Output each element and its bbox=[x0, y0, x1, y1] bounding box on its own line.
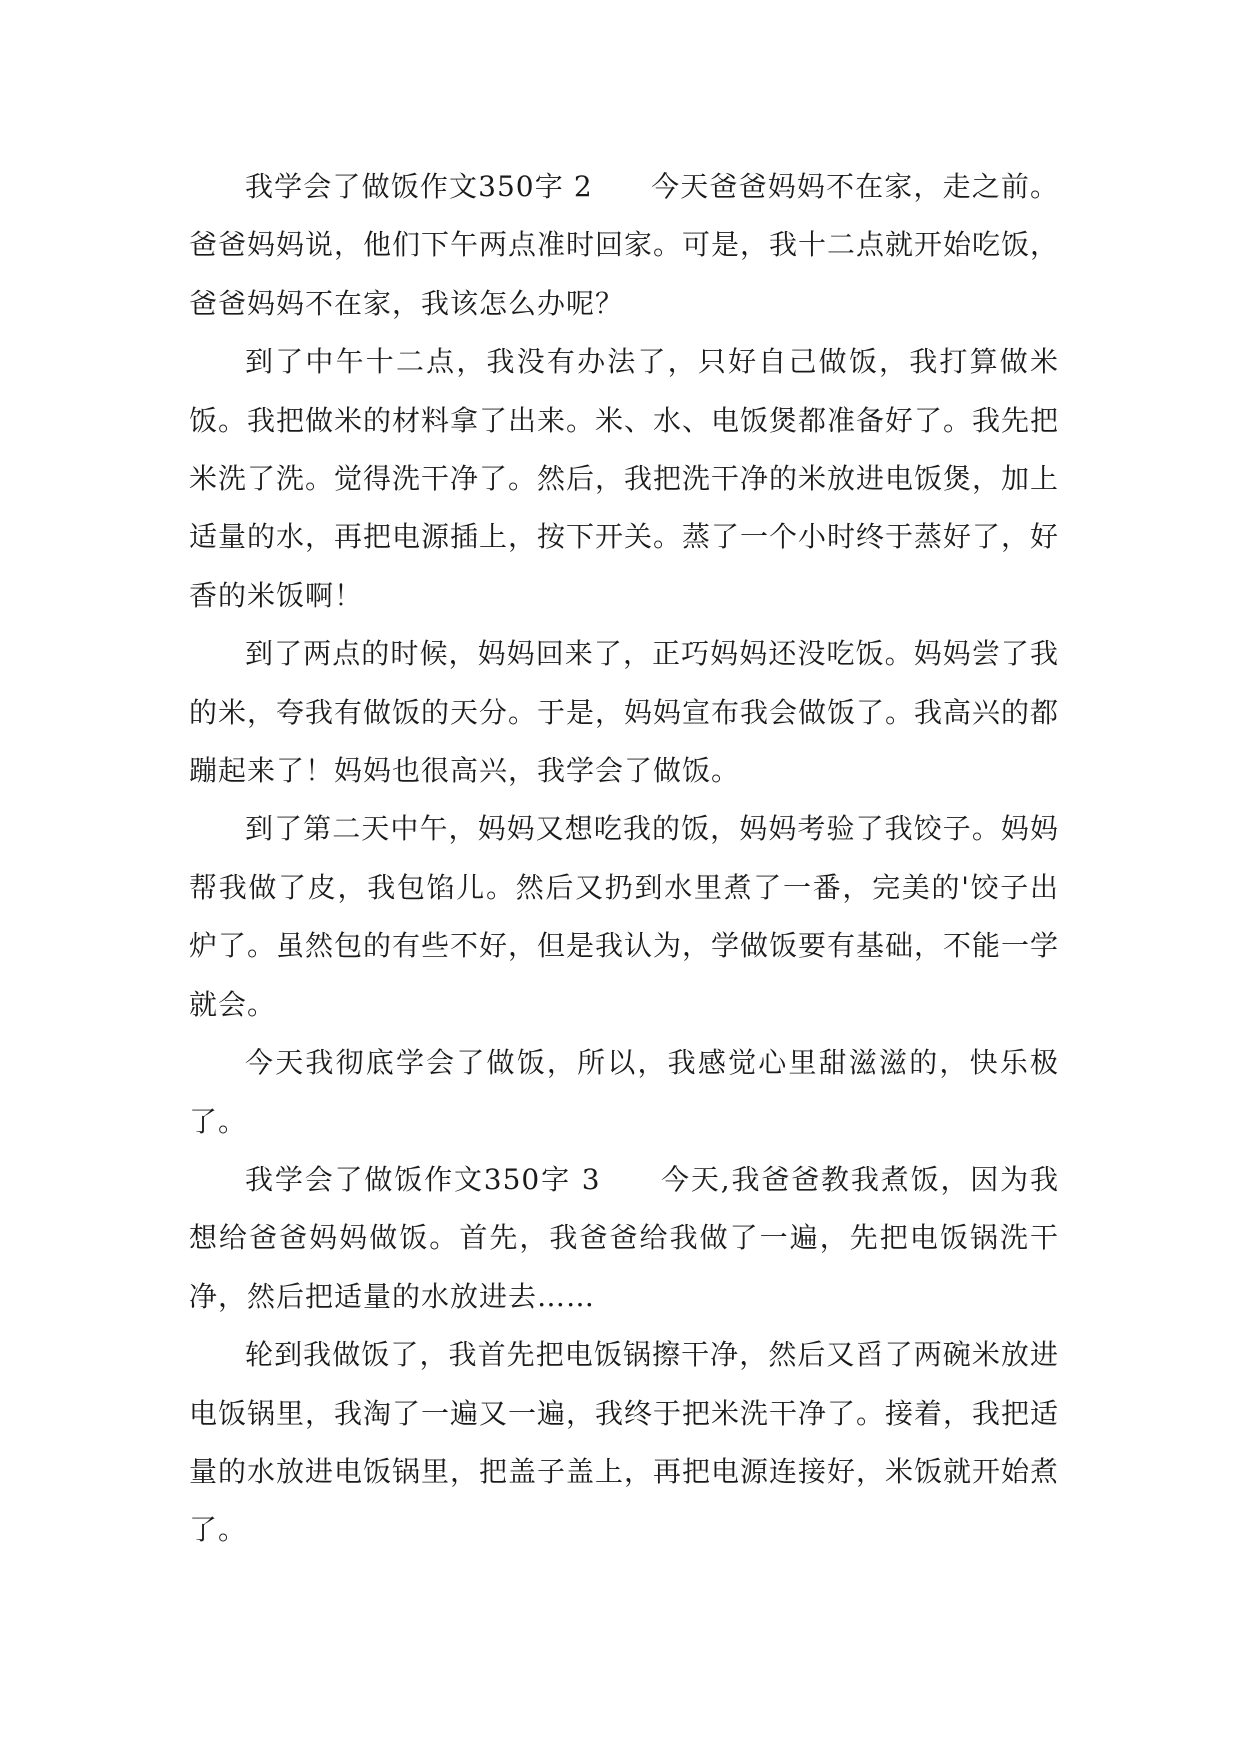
paragraph: 到了第二天中午，妈妈又想吃我的饭，妈妈考验了我饺子。妈妈帮我做了皮，我包馅儿。然后又扔到水里煮了一番，完美的'饺子出炉了。虽然包的有些不好，但是我认为，学做饭要有基础，不能一学就会。 bbox=[189, 812, 1060, 1021]
paragraph: 我学会了做饭作文350字 2 今天爸爸妈妈不在家，走之前。爸爸妈妈说，他们下午两点准时回家。可是，我十二点就开始吃饭，爸爸妈妈不在家，我该怎么办呢？ bbox=[189, 170, 1060, 320]
paragraph: 我学会了做饭作文350字 3 今天,我爸爸教我煮饭，因为我想给爸爸妈妈做饭。首先，我爸爸给我做了一遍，先把电饭锅洗干净，然后把适量的水放进去…… bbox=[189, 1162, 1059, 1313]
paragraph: 到了中午十二点，我没有办法了，只好自己做饭，我打算做米饭。我把做米的材料拿了出来。米、水、电饭煲都准备好了。我先把米洗了洗。觉得洗干净了。然后，我把洗干净的米放进电饭煲，加上适量的水，再把电源插上，按下开关。蒸了一个小时终于蒸好了，好香的米饭啊！ bbox=[189, 345, 1060, 612]
paragraph: 轮到我做饭了，我首先把电饭锅擦干净，然后又舀了两碗米放进电饭锅里，我淘了一遍又一遍，我终于把米洗干净了。接着，我把适量的水放进电饭锅里，把盖子盖上，再把电源连接好，米饭就开始煮了。 bbox=[189, 1338, 1060, 1547]
document-body bbox=[189, 158, 1059, 1560]
paragraph: 到了两点的时候，妈妈回来了，正巧妈妈还没吃饭。妈妈尝了我的米，夸我有做饭的天分。于是，妈妈宣布我会做饭了。我高兴的都蹦起来了！妈妈也很高兴，我学会了做饭。 bbox=[189, 637, 1060, 788]
paragraph: 今天我彻底学会了做饭，所以，我感觉心里甜滋滋的，快乐极了。 bbox=[189, 1046, 1059, 1138]
